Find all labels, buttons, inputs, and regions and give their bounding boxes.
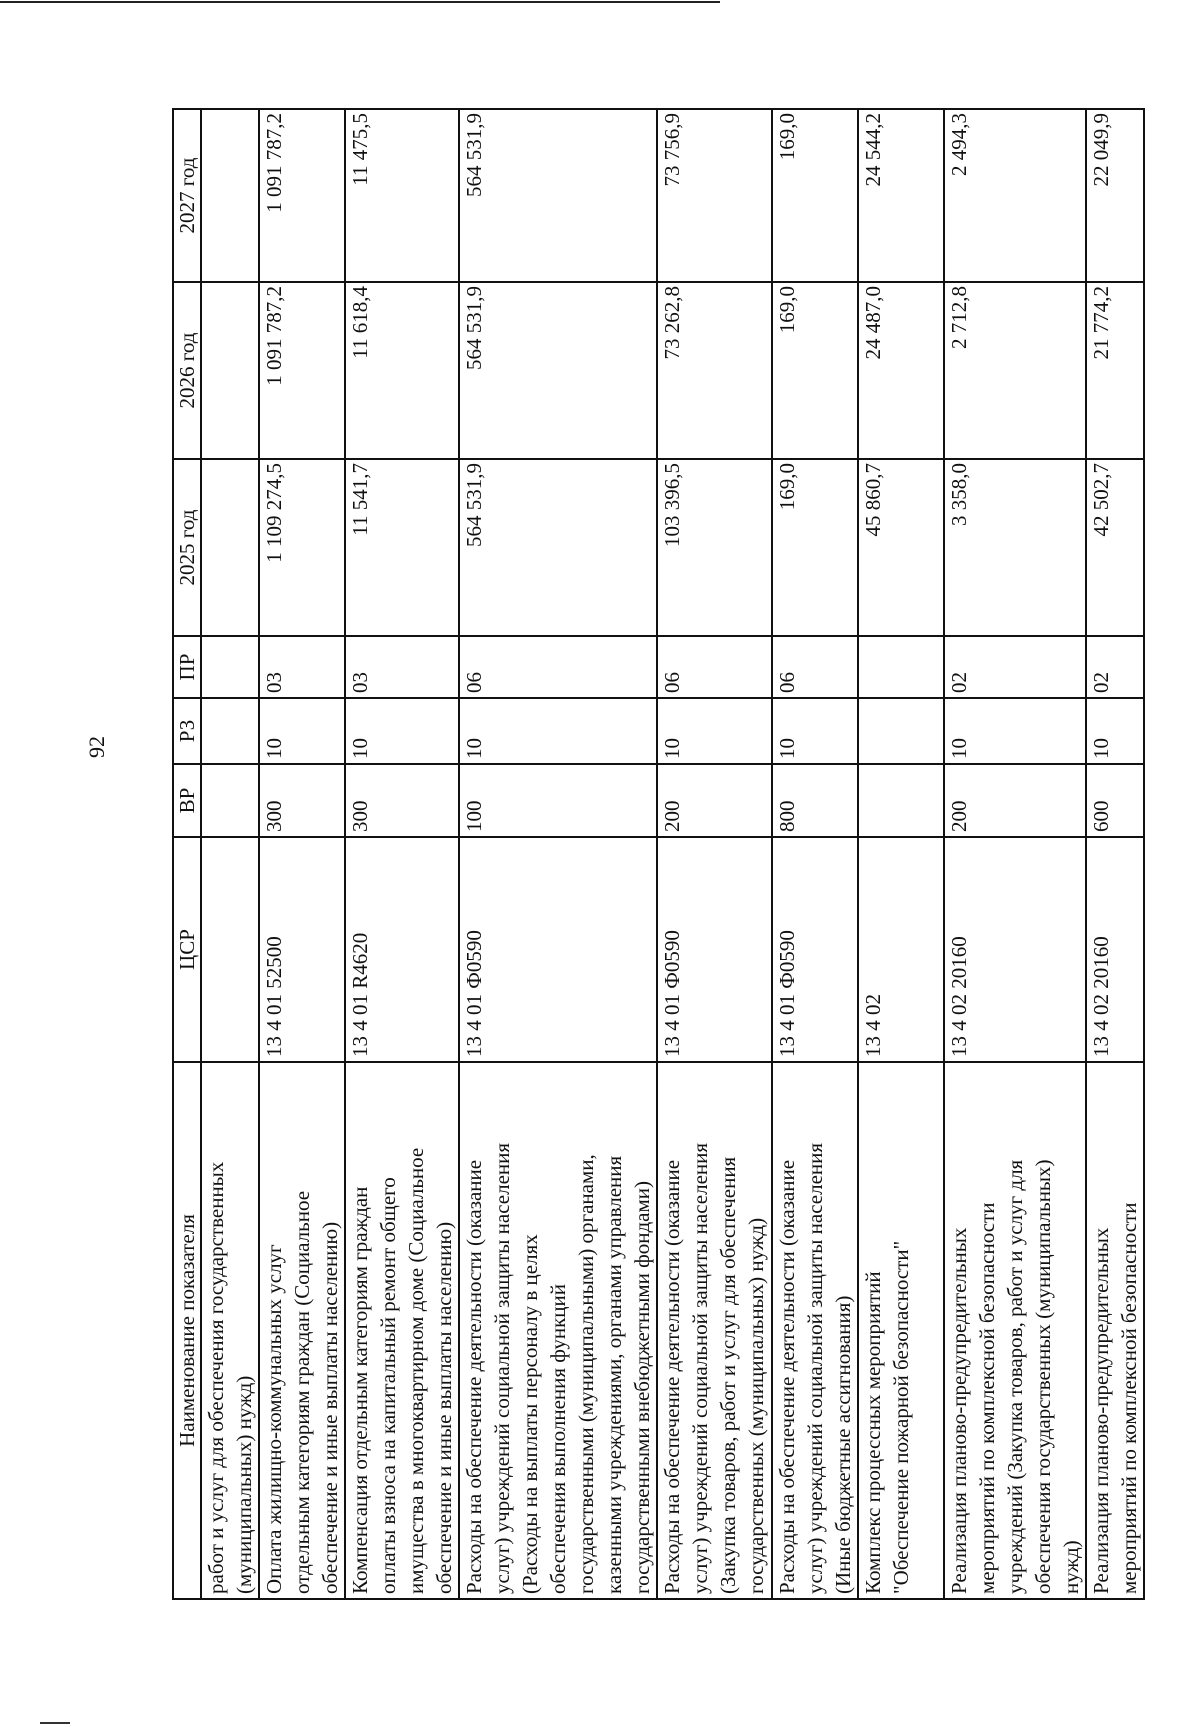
table-row [858,109,944,1599]
rz-cell: 10 [657,698,772,764]
rz-cell: 10 [345,698,459,764]
indicator-name-line: Реализация планово-предупредительных [947,1227,971,1594]
value-2026: 564 531,9 [459,282,657,459]
vr-cell: 100 [459,764,657,837]
value-2026: 1 091 787,2 [259,282,345,459]
table-row [345,109,459,1599]
top-rule [0,1,720,3]
indicator-name-cell [858,1062,944,1599]
value-2025 [201,459,259,636]
header-2026: 2026 год [173,282,201,459]
csr-cell: 13 4 02 20160 [1086,837,1144,1062]
pr-cell: 02 [1086,636,1144,698]
indicator-name-line: государственными внебюджетными фондами) [630,1180,654,1594]
indicator-name-line: (Иные бюджетные ассигнования) [831,1295,855,1594]
indicator-name-line: Оплата жилищно-коммунальных услуг [262,1244,286,1594]
header-row [173,109,201,1599]
value-2026: 21 774,2 [1086,282,1144,459]
indicator-name-line: обеспечение и иные выплаты населению) [432,1221,456,1594]
value-2025: 169,0 [772,459,858,636]
pr-cell: 03 [259,636,345,698]
value-2025: 103 396,5 [657,459,772,636]
value-2027: 22 049,9 [1086,109,1144,282]
indicator-name-line: мероприятий по комплексной безопасности [975,1202,999,1594]
indicator-name-line: Расходы на обеспечение деятельности (оказание [462,1159,486,1594]
indicator-name-line: учреждений (Закупка товаров, работ и услуг для [1003,1159,1027,1594]
indicator-name-line: обеспечение и иные выплаты населению) [318,1221,342,1594]
header-pr: ПР [173,636,201,698]
page-number: 92 [84,736,109,758]
table-row [772,109,858,1599]
vr-cell [858,764,944,837]
value-2027: 169,0 [772,109,858,282]
indicator-name-cell [459,1062,657,1599]
value-2026: 24 487,0 [858,282,944,459]
indicator-name-line: государственными (муниципальными) органами, [574,1154,598,1594]
indicator-name-line: Комплекс процессных мероприятий [861,1271,885,1594]
csr-cell: 13 4 01 R4620 [345,837,459,1062]
value-2025: 3 358,0 [944,459,1086,636]
indicator-name-line: (муниципальных) нужд) [232,1375,256,1594]
value-2027: 24 544,2 [858,109,944,282]
table-body [201,109,1144,1599]
value-2026: 11 618,4 [345,282,459,459]
vr-cell: 800 [772,764,858,837]
rz-cell [201,698,259,764]
indicator-name-line: нужд) [1059,1540,1083,1594]
csr-cell: 13 4 01 52500 [259,837,345,1062]
vr-cell: 600 [1086,764,1144,837]
indicator-name-cell [944,1062,1086,1599]
table-row [1086,109,1144,1599]
rz-cell: 10 [944,698,1086,764]
indicator-name-line: работ и услуг для обеспечения государственных [204,1161,228,1594]
value-2025: 45 860,7 [858,459,944,636]
value-2027: 73 756,9 [657,109,772,282]
vr-cell: 200 [944,764,1086,837]
csr-cell: 13 4 01 Ф0590 [772,837,858,1062]
indicator-name-cell [772,1062,858,1599]
indicator-name-line: обеспечения государственных (муниципальных) [1031,1159,1055,1594]
csr-cell: 13 4 01 Ф0590 [459,837,657,1062]
value-2026 [201,282,259,459]
pr-cell: 02 [944,636,1086,698]
rz-cell [858,698,944,764]
indicator-name-line: отдельным категориям граждан (Социальное [290,1190,314,1594]
header-rz: РЗ [173,698,201,764]
value-2025: 42 502,7 [1086,459,1144,636]
table-row [944,109,1086,1599]
csr-cell: 13 4 02 [858,837,944,1062]
budget-table [172,108,1145,1600]
value-2027: 2 494,3 [944,109,1086,282]
rz-cell: 10 [772,698,858,764]
table-row [459,109,657,1599]
csr-cell [201,837,259,1062]
header-vr: ВР [173,764,201,837]
header-name: Наименование показателя [173,1062,201,1599]
rz-cell: 10 [459,698,657,764]
indicator-name-cell [345,1062,459,1599]
value-2027: 564 531,9 [459,109,657,282]
header-2025: 2025 год [173,459,201,636]
indicator-name-line: имущества в многоквартирном доме (Социальное [404,1147,428,1594]
table-row [201,109,259,1599]
indicator-name-line: "Обеспечение пожарной безопасности" [889,1240,913,1594]
value-2026: 73 262,8 [657,282,772,459]
header-csr: ЦСР [173,837,201,1062]
indicator-name-line: государственных (муниципальных) нужд) [744,1217,768,1594]
indicator-name-line: услуг) учреждений социальной защиты населения [803,1142,827,1594]
indicator-name-line: услуг) учреждений социальной защиты населения [490,1142,514,1594]
pr-cell: 06 [772,636,858,698]
csr-cell: 13 4 02 20160 [944,837,1086,1062]
indicator-name-line: обеспечения выполнения функций [546,1283,570,1594]
indicator-name-line: Компенсация отдельным категориям граждан [348,1186,372,1594]
rz-cell: 10 [1086,698,1144,764]
pr-cell: 06 [657,636,772,698]
rz-cell: 10 [259,698,345,764]
table-row [657,109,772,1599]
header-2027: 2027 год [173,109,201,282]
indicator-name-cell [201,1062,259,1599]
indicator-name-cell [1086,1062,1144,1599]
indicator-name-line: Расходы на обеспечение деятельности (оказание [660,1159,684,1594]
table-row [259,109,345,1599]
value-2025: 564 531,9 [459,459,657,636]
indicator-name-line: Реализация планово-предупредительных [1089,1227,1113,1594]
pr-cell: 03 [345,636,459,698]
vr-cell: 300 [345,764,459,837]
bottom-rule [40,1722,70,1724]
indicator-name-line: услуг) учреждений социальной защиты населения [688,1142,712,1594]
value-2025: 1 109 274,5 [259,459,345,636]
csr-cell: 13 4 01 Ф0590 [657,837,772,1062]
pr-cell: 06 [459,636,657,698]
value-2027: 1 091 787,2 [259,109,345,282]
indicator-name-line: (Закупка товаров, работ и услуг для обеспечения [716,1156,740,1594]
indicator-name-line: Расходы на обеспечение деятельности (оказание [775,1159,799,1594]
value-2027 [201,109,259,282]
value-2027: 11 475,5 [345,109,459,282]
indicator-name-line: оплаты взноса на капитальный ремонт общего [376,1177,400,1594]
vr-cell [201,764,259,837]
indicator-name-cell [259,1062,345,1599]
vr-cell: 200 [657,764,772,837]
pr-cell [201,636,259,698]
value-2025: 11 541,7 [345,459,459,636]
value-2026: 169,0 [772,282,858,459]
indicator-name-line: казенными учреждениями, органами управления [602,1155,626,1594]
indicator-name-line: мероприятий по комплексной безопасности [1117,1202,1141,1594]
value-2026: 2 712,8 [944,282,1086,459]
indicator-name-line: (Расходы на выплаты персоналу в целях [518,1234,542,1594]
rotated-page-content [172,110,1141,1600]
pr-cell [858,636,944,698]
indicator-name-cell [657,1062,772,1599]
vr-cell: 300 [259,764,345,837]
